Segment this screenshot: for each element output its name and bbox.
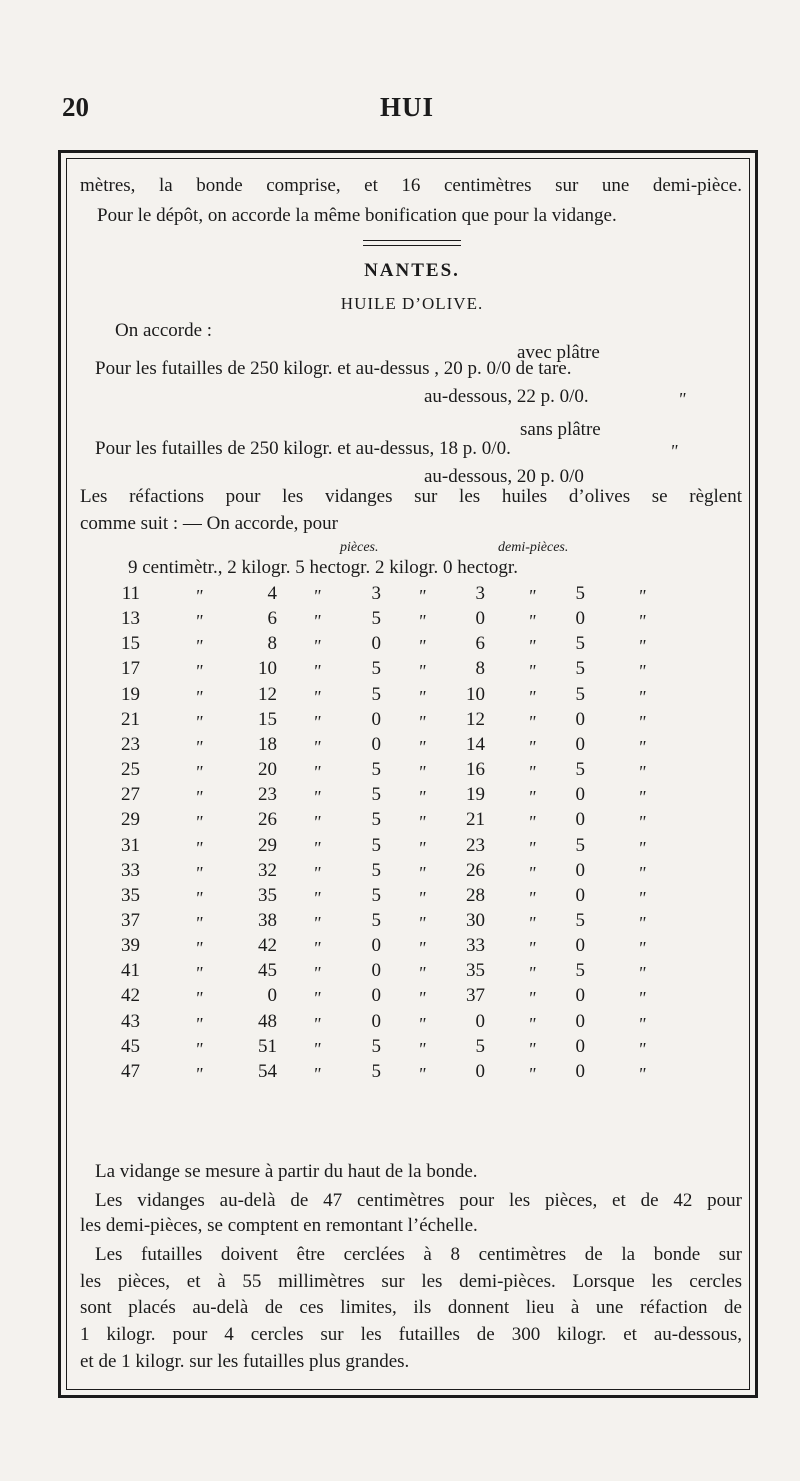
table-cell: 0 — [371, 985, 381, 1006]
avec-platre-label: avec plâtre — [517, 342, 600, 363]
ditto-mark: " — [418, 838, 426, 858]
table-row-centimetres: 33 — [121, 860, 140, 881]
table-cell: 5 — [371, 910, 381, 931]
ditto-mark: " — [313, 838, 321, 858]
table-cell: 42 — [258, 935, 277, 956]
ditto-mark: " — [418, 687, 426, 707]
section-rule-bottom — [363, 245, 461, 246]
table-cell: 0 — [371, 734, 381, 755]
table-cell: 51 — [258, 1036, 277, 1057]
ditto-mark: " — [528, 888, 536, 908]
table-cell: 20 — [258, 759, 277, 780]
tare-row-3: Pour les futailles de 250 kilogr. et au-dessus, 18 p. 0/0. — [95, 438, 511, 459]
table-cell: 0 — [575, 860, 585, 881]
table-cell: 18 — [258, 734, 277, 755]
ditto-mark: " — [313, 1064, 321, 1084]
table-cell: 12 — [466, 709, 485, 730]
table-cell: 33 — [466, 935, 485, 956]
table-row-centimetres: 17 — [121, 658, 140, 679]
ditto-mark: " — [313, 1014, 321, 1034]
ditto-mark: " — [528, 712, 536, 732]
table-row-centimetres: 35 — [121, 885, 140, 906]
table-cell: 0 — [371, 633, 381, 654]
table-cell: 0 — [575, 1011, 585, 1032]
table-cell: 5 — [575, 633, 585, 654]
table-cell: 0 — [575, 935, 585, 956]
ditto-mark: " — [418, 661, 426, 681]
ditto-mark: " — [528, 1014, 536, 1034]
ditto-mark: " — [528, 787, 536, 807]
ditto-mark: " — [638, 712, 646, 732]
ditto-mark: " — [638, 963, 646, 983]
table-cell: 0 — [575, 784, 585, 805]
refactions-line-1: Les réfactions pour les vidanges sur les huiles d’olives se règlent — [80, 486, 742, 507]
closing-paragraph-1: La vidange se mesure à partir du haut de la bonde. — [95, 1161, 478, 1182]
ditto-mark: " — [418, 762, 426, 782]
table-cell: 0 — [371, 1011, 381, 1032]
refactions-line-2: comme suit : — On accorde, pour — [80, 513, 339, 534]
ditto-mark: " — [528, 586, 536, 606]
table-cell: 35 — [466, 960, 485, 981]
ditto-mark: " — [195, 712, 203, 732]
ditto-mark: " — [313, 737, 321, 757]
table-row-centimetres: 41 — [121, 960, 140, 981]
ditto-mark: " — [418, 863, 426, 883]
ditto-mark: " — [313, 586, 321, 606]
table-cell: 5 — [575, 684, 585, 705]
table-cell: 5 — [371, 658, 381, 679]
ditto-mark: " — [638, 762, 646, 782]
intro-line-2: Pour le dépôt, on accorde la même bonification que pour la vidange. — [97, 205, 617, 226]
ditto-mark: " — [638, 913, 646, 933]
table-cell: 5 — [371, 1036, 381, 1057]
ditto-mark: " — [418, 737, 426, 757]
table-cell: 30 — [466, 910, 485, 931]
ditto-mark: " — [313, 863, 321, 883]
table-cell: 0 — [575, 734, 585, 755]
table-cell: 8 — [475, 658, 485, 679]
ditto-mark: " — [418, 1014, 426, 1034]
ditto-mark: " — [638, 1039, 646, 1059]
page-number: 20 — [62, 92, 89, 122]
section-rule-top — [363, 240, 461, 241]
closing-paragraph-3-line-3: sont placés au-delà de ces limites, ils donnent lieu à une réfaction de — [80, 1297, 742, 1318]
table-row-centimetres: 37 — [121, 910, 140, 931]
table-header-row: 9 centimètr., 2 kilogr. 5 hectogr. 2 kilogr. 0 hectogr. — [128, 557, 518, 578]
intro-line-1: mètres, la bonde comprise, et 16 centimètres sur une demi-pièce. — [80, 175, 742, 196]
ditto-mark: " — [418, 1039, 426, 1059]
ditto-mark: " — [638, 636, 646, 656]
ditto-mark: " — [313, 888, 321, 908]
ditto-mark: " — [418, 712, 426, 732]
col-header-pieces: pièces. — [340, 540, 379, 555]
ditto-mark: " — [528, 988, 536, 1008]
ditto-mark: " — [313, 712, 321, 732]
running-title: HUI — [380, 92, 435, 122]
table-cell: 45 — [258, 960, 277, 981]
ditto-mark: " — [195, 963, 203, 983]
ditto-mark: " — [418, 1064, 426, 1084]
table-row-centimetres: 29 — [121, 809, 140, 830]
ditto-mark: " — [528, 611, 536, 631]
ditto-mark: " — [195, 1064, 203, 1084]
ditto-mark: " — [195, 611, 203, 631]
ditto-mark: " — [195, 863, 203, 883]
table-cell: 0 — [575, 608, 585, 629]
ditto-mark: " — [313, 913, 321, 933]
ditto-mark: " — [528, 938, 536, 958]
ditto-mark: " — [638, 938, 646, 958]
ditto-mark: " — [195, 737, 203, 757]
ditto-mark: " — [418, 611, 426, 631]
on-accorde-label: On accorde : — [115, 320, 213, 341]
table-cell: 26 — [466, 860, 485, 881]
ditto-mark: " — [418, 963, 426, 983]
closing-paragraph-3-line-1: Les futailles doivent être cerclées à 8 centimètres de la bonde sur — [95, 1244, 742, 1265]
ditto-mark: " — [195, 636, 203, 656]
table-cell: 5 — [575, 759, 585, 780]
table-cell: 23 — [466, 835, 485, 856]
ditto-mark: " — [678, 389, 686, 409]
running-header — [0, 86, 800, 126]
table-cell: 5 — [575, 910, 585, 931]
ditto-mark: " — [638, 661, 646, 681]
ditto-mark: " — [670, 441, 678, 461]
ditto-mark: " — [418, 888, 426, 908]
table-row-centimetres: 21 — [121, 709, 140, 730]
tare-row-4: au-dessous, 20 p. 0/0 — [424, 466, 584, 487]
ditto-mark: " — [313, 762, 321, 782]
ditto-mark: " — [638, 586, 646, 606]
table-cell: 3 — [371, 583, 381, 604]
table-cell: 5 — [575, 835, 585, 856]
tare-row-2: au-dessous, 22 p. 0/0. — [424, 386, 589, 407]
ditto-mark: " — [313, 812, 321, 832]
table-cell: 0 — [371, 960, 381, 981]
table-cell: 23 — [258, 784, 277, 805]
table-cell: 14 — [466, 734, 485, 755]
table-cell: 10 — [466, 684, 485, 705]
table-cell: 54 — [258, 1061, 277, 1082]
tare-row-1: Pour les futailles de 250 kilogr. et au-dessus , 20 p. 0/0 de tare. — [95, 358, 572, 379]
table-cell: 0 — [575, 1036, 585, 1057]
table-cell: 5 — [575, 658, 585, 679]
closing-paragraph-3-line-2: les pièces, et à 55 millimètres sur les demi-pièces. Lorsque les cercles — [80, 1271, 742, 1292]
table-cell: 5 — [371, 885, 381, 906]
closing-paragraph-2-line-1: Les vidanges au-delà de 47 centimètres pour les pièces, et de 42 pour — [95, 1190, 742, 1211]
ditto-mark: " — [313, 687, 321, 707]
table-cell: 48 — [258, 1011, 277, 1032]
ditto-mark: " — [195, 586, 203, 606]
table-cell: 5 — [371, 809, 381, 830]
ditto-mark: " — [528, 863, 536, 883]
table-row-centimetres: 25 — [121, 759, 140, 780]
table-row-centimetres: 39 — [121, 935, 140, 956]
ditto-mark: " — [638, 838, 646, 858]
sans-platre-label: sans plâtre — [520, 419, 601, 440]
ditto-mark: " — [528, 737, 536, 757]
ditto-mark: " — [195, 1014, 203, 1034]
table-cell: 28 — [466, 885, 485, 906]
ditto-mark: " — [195, 888, 203, 908]
ditto-mark: " — [638, 988, 646, 1008]
table-cell: 0 — [575, 885, 585, 906]
table-cell: 5 — [575, 583, 585, 604]
table-cell: 8 — [267, 633, 277, 654]
table-cell: 16 — [466, 759, 485, 780]
ditto-mark: " — [418, 586, 426, 606]
table-cell: 3 — [475, 583, 485, 604]
table-cell: 19 — [466, 784, 485, 805]
table-cell: 5 — [475, 1036, 485, 1057]
table-cell: 32 — [258, 860, 277, 881]
ditto-mark: " — [638, 787, 646, 807]
ditto-mark: " — [638, 1014, 646, 1034]
ditto-mark: " — [195, 787, 203, 807]
table-cell: 12 — [258, 684, 277, 705]
table-cell: 5 — [371, 759, 381, 780]
ditto-mark: " — [528, 661, 536, 681]
ditto-mark: " — [528, 762, 536, 782]
ditto-mark: " — [638, 863, 646, 883]
table-cell: 0 — [371, 935, 381, 956]
table-cell: 21 — [466, 809, 485, 830]
table-cell: 0 — [575, 985, 585, 1006]
table-row-centimetres: 23 — [121, 734, 140, 755]
table-row-centimetres: 15 — [121, 633, 140, 654]
section-subtitle: HUILE D’OLIVE. — [340, 294, 484, 313]
ditto-mark: " — [313, 963, 321, 983]
table-cell: 0 — [267, 985, 277, 1006]
table-cell: 37 — [466, 985, 485, 1006]
ditto-mark: " — [528, 838, 536, 858]
table-row-centimetres: 45 — [121, 1036, 140, 1057]
ditto-mark: " — [313, 1039, 321, 1059]
ditto-mark: " — [313, 988, 321, 1008]
table-row-centimetres: 47 — [121, 1061, 140, 1082]
table-row-centimetres: 31 — [121, 835, 140, 856]
ditto-mark: " — [313, 787, 321, 807]
ditto-mark: " — [418, 787, 426, 807]
table-row-centimetres: 11 — [121, 583, 140, 604]
table-row-centimetres: 27 — [121, 784, 140, 805]
table-row-centimetres: 42 — [121, 985, 140, 1006]
ditto-mark: " — [638, 611, 646, 631]
table-cell: 5 — [371, 835, 381, 856]
ditto-mark: " — [313, 661, 321, 681]
closing-paragraph-3-line-5: et de 1 kilogr. sur les futailles plus grandes. — [80, 1351, 410, 1372]
table-cell: 5 — [371, 860, 381, 881]
ditto-mark: " — [195, 838, 203, 858]
ditto-mark: " — [528, 1039, 536, 1059]
table-cell: 26 — [258, 809, 277, 830]
ditto-mark: " — [528, 687, 536, 707]
table-cell: 15 — [258, 709, 277, 730]
ditto-mark: " — [195, 762, 203, 782]
table-row-centimetres: 43 — [121, 1011, 140, 1032]
table-cell: 0 — [575, 709, 585, 730]
table-cell: 0 — [475, 608, 485, 629]
ditto-mark: " — [418, 636, 426, 656]
ditto-mark: " — [638, 1064, 646, 1084]
ditto-mark: " — [638, 687, 646, 707]
table-cell: 0 — [575, 1061, 585, 1082]
table-cell: 5 — [371, 608, 381, 629]
table-cell: 5 — [575, 960, 585, 981]
ditto-mark: " — [195, 913, 203, 933]
ditto-mark: " — [195, 661, 203, 681]
ditto-mark: " — [195, 1039, 203, 1059]
ditto-mark: " — [313, 611, 321, 631]
table-cell: 10 — [258, 658, 277, 679]
table-cell: 5 — [371, 1061, 381, 1082]
ditto-mark: " — [638, 737, 646, 757]
table-cell: 6 — [475, 633, 485, 654]
ditto-mark: " — [195, 812, 203, 832]
ditto-mark: " — [528, 1064, 536, 1084]
ditto-mark: " — [418, 938, 426, 958]
ditto-mark: " — [195, 938, 203, 958]
closing-paragraph-2-line-2: les demi-pièces, se comptent en remontant l’échelle. — [80, 1215, 478, 1236]
table-cell: 38 — [258, 910, 277, 931]
table-cell: 0 — [371, 709, 381, 730]
ditto-mark: " — [313, 938, 321, 958]
ditto-mark: " — [195, 687, 203, 707]
closing-paragraph-3-line-4: 1 kilogr. pour 4 cercles sur les futailles de 300 kilogr. et au-dessous, — [80, 1324, 742, 1345]
table-cell: 35 — [258, 885, 277, 906]
ditto-mark: " — [418, 913, 426, 933]
table-row-centimetres: 13 — [121, 608, 140, 629]
table-cell: 5 — [371, 684, 381, 705]
ditto-mark: " — [528, 636, 536, 656]
table-row-centimetres: 19 — [121, 684, 140, 705]
ditto-mark: " — [313, 636, 321, 656]
table-cell: 0 — [475, 1061, 485, 1082]
ditto-mark: " — [528, 913, 536, 933]
table-cell: 0 — [475, 1011, 485, 1032]
ditto-mark: " — [418, 812, 426, 832]
ditto-mark: " — [638, 812, 646, 832]
table-cell: 29 — [258, 835, 277, 856]
table-cell: 6 — [267, 608, 277, 629]
table-cell: 4 — [267, 583, 277, 604]
table-cell: 5 — [371, 784, 381, 805]
col-header-demi-pieces: demi-pièces. — [498, 540, 569, 555]
ditto-mark: " — [195, 988, 203, 1008]
ditto-mark: " — [418, 988, 426, 1008]
ditto-mark: " — [528, 812, 536, 832]
ditto-mark: " — [528, 963, 536, 983]
ditto-mark: " — [638, 888, 646, 908]
section-city: NANTES. — [364, 260, 460, 281]
table-cell: 0 — [575, 809, 585, 830]
